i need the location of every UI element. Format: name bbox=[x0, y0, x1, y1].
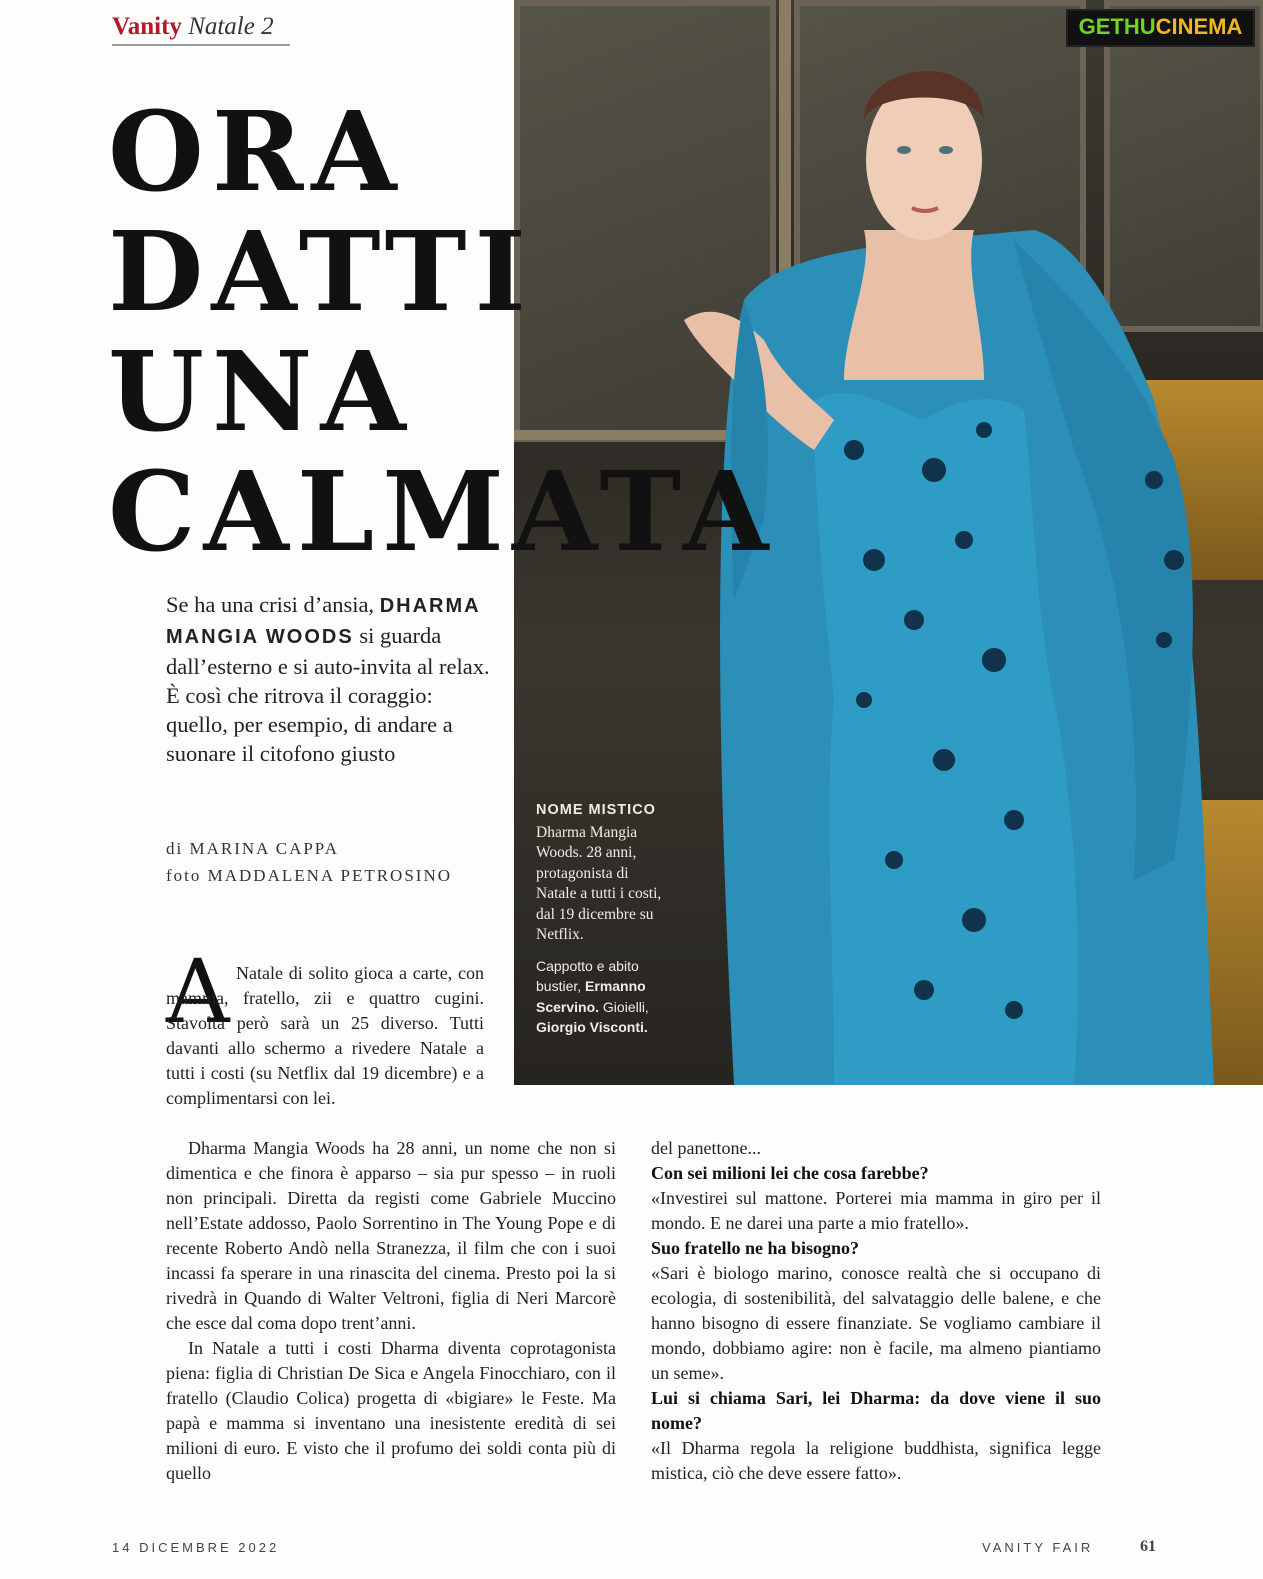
drop-cap: A bbox=[166, 940, 230, 1043]
credit-c: Gioielli, bbox=[602, 998, 649, 1015]
question-1: Con sei milioni lei che cosa farebbe? bbox=[651, 1163, 929, 1183]
paragraph-1: Natale di solito gioca a carte, con mamma, fratello, zii e quattro cugini. Stavolta però sarà un 25 diverso. Tutti davanti allo schermo a rivedere Natale a tutti i costi (su Netflix dal 19 dicembre) e a complimentarsi con lei. bbox=[166, 963, 484, 1108]
headline-line-1: ORA bbox=[108, 87, 405, 216]
standfirst-before: Se ha una crisi d’ansia, bbox=[166, 592, 375, 617]
caption-text: Dharma Mangia Woods. 28 anni, protagonista di Natale a tutti i costi, dal 19 dicembre su Netflix. bbox=[536, 823, 662, 943]
byline bbox=[166, 835, 452, 889]
paragraph-3: In Natale a tutti i costi Dharma diventa coprotagonista piena: figlia di Christian De Sica e Angela Finocchiaro, con il fratello (Claudio Colica) progetta di «bigiare» le Feste. Ma papà e mamma si inventano una inesistente eredità di sei milioni di euro. E visto che il profumo dei soldi conta più di quello bbox=[166, 1338, 616, 1483]
header-section: Natale 2 bbox=[188, 13, 274, 40]
credit-b: Ermanno Scervino. bbox=[536, 978, 646, 1015]
header-brand: Vanity bbox=[112, 13, 182, 40]
byline-photo: foto MADDALENA PETROSINO bbox=[166, 866, 452, 885]
watermark-part1: GETHU bbox=[1078, 14, 1156, 39]
section-header bbox=[112, 12, 290, 46]
headline bbox=[108, 87, 777, 576]
caption-title: NOME MISTICO bbox=[536, 802, 656, 818]
channel-watermark-logo bbox=[1066, 9, 1255, 47]
body-paragraph-1 bbox=[166, 961, 484, 1111]
photo-caption bbox=[536, 800, 666, 1038]
body-column-1 bbox=[166, 1136, 616, 1486]
credit-a: Cappotto e abito bustier, bbox=[536, 957, 639, 994]
headline-line-3: UNA bbox=[108, 327, 414, 456]
standfirst-after: si guarda dall’esterno e si auto-invita al relax. È così che ritrova il coraggio: quello, per esempio, di andare a suonare il citofono giusto bbox=[166, 623, 490, 766]
footer-date: 14 DICEMBRE 2022 bbox=[112, 1540, 280, 1555]
paragraph-2: Dharma Mangia Woods ha 28 anni, un nome che non si dimentica e che finora è apparso – sia pur spesso – in ruoli non principali. Diretta da registi come Gabriele Muccino nell’Estate addosso, Paolo Sorrentino in The Young Pope e di recente Roberto Andò nella Stranezza, il film che con i suoi incassi fa sperare in una rinascita del cinema. Presto poi la si rivedrà in Quando di Walter Veltroni, figlia di Neri Marcorè che esce dal coma dopo trent’anni. bbox=[166, 1138, 616, 1333]
credit-d: Giorgio Visconti. bbox=[536, 1019, 648, 1035]
answer-1: «Investirei sul mattone. Porterei mia mamma in giro per il mondo. E ne darei una parte a mio fratello». bbox=[651, 1188, 1101, 1233]
question-2: Suo fratello ne ha bisogno? bbox=[651, 1238, 860, 1258]
answer-2: «Sari è biologo marino, conosce realtà che si occupano di ecologia, di sostenibilità, del salvataggio delle balene, e che hanno bisogno di essere finanziate. Se vogliamo cambiare il mondo, dobbiamo agire: non è facile, ma almeno piantiamo un seme». bbox=[651, 1263, 1101, 1383]
byline-author: di MARINA CAPPA bbox=[166, 839, 339, 858]
standfirst-name: DHARMA MANGIA WOODS bbox=[166, 595, 480, 648]
watermark-part2: CINEMA bbox=[1155, 14, 1243, 39]
headline-line-4: CALMATA bbox=[108, 447, 777, 576]
headline-line-2: DATTI bbox=[108, 207, 534, 336]
body-column-2 bbox=[651, 1136, 1101, 1486]
question-3: Lui si chiama Sari, lei Dharma: da dove viene il suo nome? bbox=[651, 1388, 1101, 1433]
footer-magazine: VANITY FAIR bbox=[982, 1540, 1094, 1555]
page-number: 61 bbox=[1140, 1538, 1156, 1555]
caption-credit bbox=[536, 956, 666, 1038]
standfirst bbox=[166, 590, 496, 768]
column-2-continuation: del panettone... bbox=[651, 1138, 761, 1158]
answer-3: «Il Dharma regola la religione buddhista, significa legge mistica, ciò che deve essere fatto». bbox=[651, 1438, 1101, 1483]
